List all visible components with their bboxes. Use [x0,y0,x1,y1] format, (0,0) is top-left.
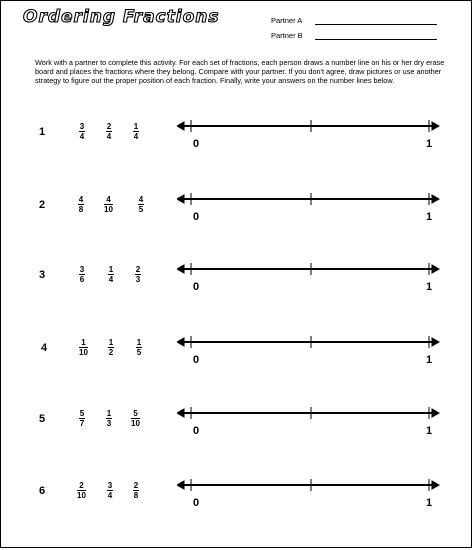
fraction: 1 10 [79,338,88,357]
number-line-end-label: 1 [426,425,433,437]
partner-a-line[interactable] [315,17,437,25]
problem-number: 1 [39,126,46,138]
number-line-end-label: 1 [426,354,433,366]
fraction: 1 4 [133,122,139,141]
number-line-start-label: 0 [193,211,200,223]
partner-b-field [271,31,437,40]
problem-number: 2 [39,199,46,211]
number-line-start-label: 0 [193,281,200,293]
number-line-start-label: 0 [193,497,200,509]
problem-row [1,195,473,239]
number-line-start-label: 0 [193,138,200,150]
fraction: 5 7 [79,409,85,428]
fraction: 2 3 [135,265,141,284]
fraction: 4 8 [78,195,84,214]
number-line-start-label: 0 [193,425,200,437]
number-line-end-label: 1 [426,497,433,509]
problem-row [1,338,473,382]
number-line-end-label: 1 [426,211,433,223]
number-line-end-label: 1 [426,281,433,293]
problem-row [1,265,473,309]
problem-row [1,409,473,453]
problem-row [1,122,473,166]
partner-b-line[interactable] [315,32,437,40]
fraction: 4 10 [104,195,113,214]
fraction: 2 4 [106,122,112,141]
number-line[interactable] [177,118,441,134]
fraction: 1 4 [108,265,114,284]
number-line[interactable] [177,191,441,207]
number-line-start-label: 0 [193,354,200,366]
fraction: 2 8 [133,481,139,500]
problem-number: 5 [39,413,46,425]
number-line[interactable] [177,477,441,493]
fraction: 1 2 [108,338,114,357]
fraction: 3 4 [79,122,85,141]
page-title: Ordering Fractions [23,7,220,27]
problem-number: 4 [41,342,48,354]
problem-row [1,481,473,525]
fraction: 2 10 [77,481,86,500]
fraction: 3 6 [79,265,85,284]
partner-a-label: Partner A [271,16,303,25]
fraction: 1 3 [106,409,112,428]
partner-b-label: Partner B [271,31,303,40]
number-line[interactable] [177,405,441,421]
number-line-end-label: 1 [426,138,433,150]
problem-number: 3 [39,269,46,281]
number-line[interactable] [177,261,441,277]
problem-number: 6 [39,485,46,497]
fraction: 4 5 [138,195,144,214]
fraction: 5 10 [131,409,140,428]
partner-a-field [271,16,437,25]
number-line[interactable] [177,334,441,350]
fraction: 3 4 [107,481,113,500]
fraction: 1 5 [136,338,142,357]
instructions-text: Work with a partner to complete this activity. For each set of fractions, each person draws a number line on his or her dry erase board and places the fractions where they belong. Compare with your partner. If you don't agree, draw pictures or use another strategy to figure out the proper position of each fraction. Finally, write your answers on the number lines below. [35,58,445,85]
